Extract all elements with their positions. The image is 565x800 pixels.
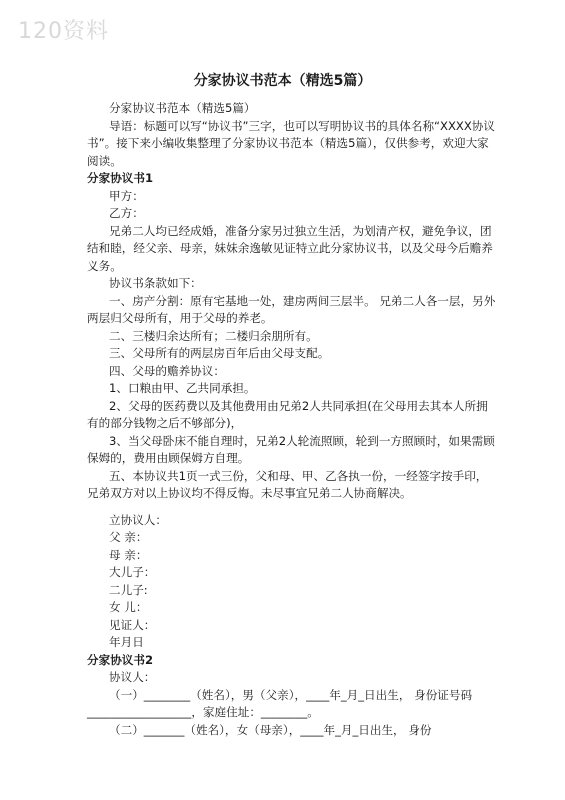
watermark: 120资料 (18, 19, 109, 44)
parties-label: 协议人： (109, 670, 156, 684)
item-1: 1、口粮由甲、乙共同承担。 (109, 381, 256, 395)
item-3: 3、当父母卧床不能自理时，兄弟2人轮流照顾，轮到一方照顾时，如果需顾保姆的，费用由顾保姆方自理。 (87, 433, 495, 465)
signature-line: 大儿子： (109, 565, 156, 579)
signature-line: 二儿子: (109, 582, 148, 597)
signature-line: 父 亲： (109, 530, 148, 544)
signature-line: 女 儿： (109, 600, 148, 614)
clause-3: 三、父母所有的两层房百年后由父母支配。 (109, 346, 330, 360)
agreement1-heading: 分家协议书1 (87, 171, 154, 185)
clause-5: 五、本协议共1页一式三份，父和母、甲、乙各执一份，一经签字按手印，兄弟双方对以上协议均不得反悔。未尽事宜兄弟二人协商解决。 (87, 468, 488, 500)
intro-subtitle: 分家协议书范本（精选5篇） (109, 101, 256, 115)
agreement2-heading: 分家协议书2 (87, 652, 154, 667)
terms-intro: 协议书条款如下： (109, 276, 202, 290)
item-2: 2、父母的医药费以及其他费用由兄弟2人共同承担(在父母用去其本人所拥有的部分钱物之后不够部分)， (87, 398, 488, 430)
agreement1-preamble: 兄弟二人均已经成婚，准备分家另过独立生活，为划清产权，避免争议，团结和睦，经父亲、母亲，妹妹余逸敏见证特立此分家协议书，以及父母今后赡养义务。 (87, 223, 493, 273)
clause-4: 四、父母的赡养协议： (109, 363, 225, 378)
signature-line: 立协议人： (109, 512, 167, 527)
document-title: 分家协议书范本（精选5篇） (193, 73, 372, 89)
party-1-line: （一）________（姓名），男（父亲），____年_月_日出生， 身份证号码__________________，家庭住址：________。 (87, 687, 473, 719)
signature-date: 年月日 (109, 635, 144, 649)
clause-1: 一、房产分割：原有宅基地一处，建房两间三层半。 兄弟二人各一层，另外两层归父母所有，用于父母的养老。 (87, 293, 496, 325)
signature-line: 母 亲： (109, 547, 148, 562)
signature-line: 见证人： (109, 617, 156, 632)
party-2-line: （二）_______（姓名），女（母亲），____年_月_日出生， 身份 (109, 722, 432, 737)
party-a: 甲方： (109, 188, 144, 203)
clause-2: 二、三楼归余达所有；二楼归余朋所有。 (109, 328, 318, 343)
intro-guide: 导语：标题可以写“协议书”三字，也可以写明协议书的具体名称“XXXX协议书”。接下来小编收集整理了分家协议书范本（精选5篇），仅供参考，欢迎大家阅读。 (87, 118, 496, 168)
document-body (87, 100, 497, 739)
party-b: 乙方： (109, 206, 144, 220)
